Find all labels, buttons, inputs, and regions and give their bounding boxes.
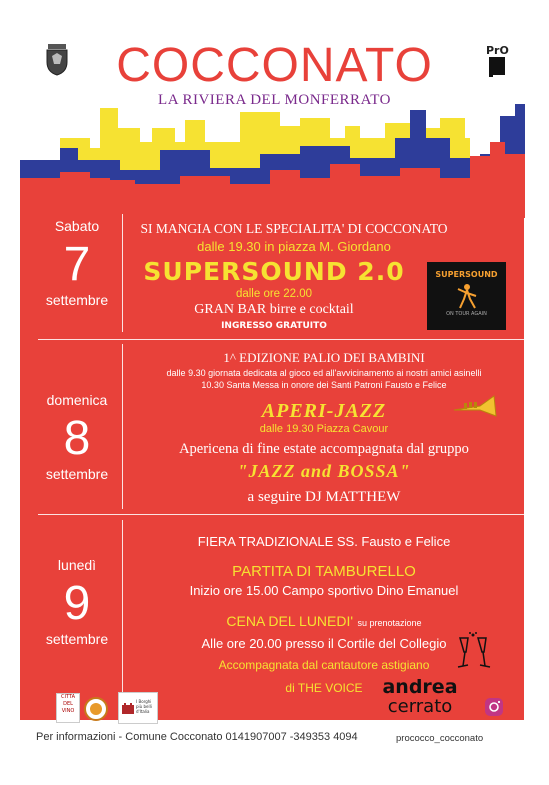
day-number: 8: [63, 412, 91, 465]
day-name: lunedì: [57, 557, 97, 573]
champagne-glasses-icon: [452, 632, 494, 672]
cena-line: [130, 613, 518, 631]
saturday-food-time: dalle 19.30 in piazza M. Giordano: [197, 239, 391, 254]
aperi-jazz-title: APERI-JAZZ: [261, 400, 387, 422]
trumpet-icon: [450, 392, 500, 420]
cena-title: CENA DEL LUNEDI': [226, 613, 354, 629]
palio-title: 1^ EDIZIONE PALIO DEI BAMBINI: [223, 350, 425, 365]
borghi-italia-logo: [118, 692, 158, 724]
day-month: settembre: [45, 631, 109, 647]
tamburello-title: PARTITA DI TAMBURELLO: [232, 563, 416, 580]
divider-line-2: [38, 514, 525, 515]
apericena-line: Apericena di fine estate accompagnata dal gruppo: [179, 441, 469, 457]
castle-icon: [121, 701, 135, 715]
skyline-illustration: [0, 98, 549, 218]
the-voice-line: di THE VOICE: [285, 681, 363, 695]
supersound-logo-text: SUPERSOUND: [435, 270, 498, 279]
pro-loco-flag-icon: [486, 57, 506, 77]
pro-loco-logo-text: PrO: [486, 44, 509, 57]
gran-bar-line: GRAN BAR birre e cocktail: [194, 302, 354, 317]
day-sunday: [30, 392, 124, 482]
citta-del-vino-logo: CITTÀ DEL VINO: [56, 693, 80, 723]
andrea-text: andrea: [382, 676, 458, 698]
day-month: settembre: [45, 466, 109, 482]
day-number: 7: [63, 238, 91, 291]
town-subtitle: LA RIVIERA DEL MONFERRATO: [158, 92, 391, 108]
supersound-logo: [427, 262, 506, 330]
day-month: settembre: [45, 292, 109, 308]
aperi-jazz-time: dalle 19.30 Piazza Cavour: [259, 423, 389, 435]
palio-desc-2: 10.30 Santa Messa in onore dei Santi Patroni Fausto e Felice: [201, 380, 447, 390]
andrea-cerrato-logo: [380, 678, 460, 716]
supersound-title: SUPERSOUND 2.0: [143, 257, 405, 286]
dj-line: a seguire DJ MATTHEW: [247, 489, 401, 505]
band-name: "JAZZ and BOSSA": [237, 461, 411, 481]
day-saturday: [30, 218, 124, 308]
day-name: domenica: [46, 392, 108, 408]
divider-line-1: [38, 339, 525, 340]
sponsor-round-logo: [84, 697, 108, 721]
borghi-text: I Borghi più belli d'Italia: [136, 699, 152, 714]
cantautore-line: Accompagnata dal cantautore astigiano: [218, 658, 430, 672]
palio-desc-1: dalle 9.30 giornata dedicata al gioco ed all'avvicinamento ai nostri amici asinelli: [166, 368, 482, 378]
instagram-handle[interactable]: prococco_cocconato: [396, 733, 484, 744]
supersound-time: dalle ore 22.00: [235, 288, 313, 300]
day-number: 9: [63, 577, 91, 630]
contact-info: Per informazioni - Comune Cocconato 0141907007 -349353 4094: [36, 731, 358, 743]
supersound-logo-subtext: ON TOUR AGAIN: [446, 311, 487, 317]
instagram-icon[interactable]: [484, 697, 504, 717]
tamburello-time: Inizio ore 15.00 Campo sportivo Dino Emanuel: [189, 583, 459, 598]
cerrato-text: cerrato: [387, 696, 453, 717]
cena-note: su prenotazione: [357, 618, 422, 628]
fiera-line: FIERA TRADIZIONALE SS. Fausto e Felice: [197, 534, 451, 549]
day-monday: [30, 557, 124, 647]
free-entry-label: INGRESSO GRATUITO: [221, 321, 327, 331]
pro-loco-logo: [486, 44, 520, 78]
town-title: COCCONATO: [116, 39, 433, 92]
cena-place: Alle ore 20.00 presso il Cortile del Collegio: [201, 636, 447, 651]
dancer-icon: [452, 281, 482, 311]
saturday-food-line: SI MANGIA CON LE SPECIALITA' DI COCCONATO: [140, 221, 448, 236]
day-name: Sabato: [54, 218, 100, 234]
